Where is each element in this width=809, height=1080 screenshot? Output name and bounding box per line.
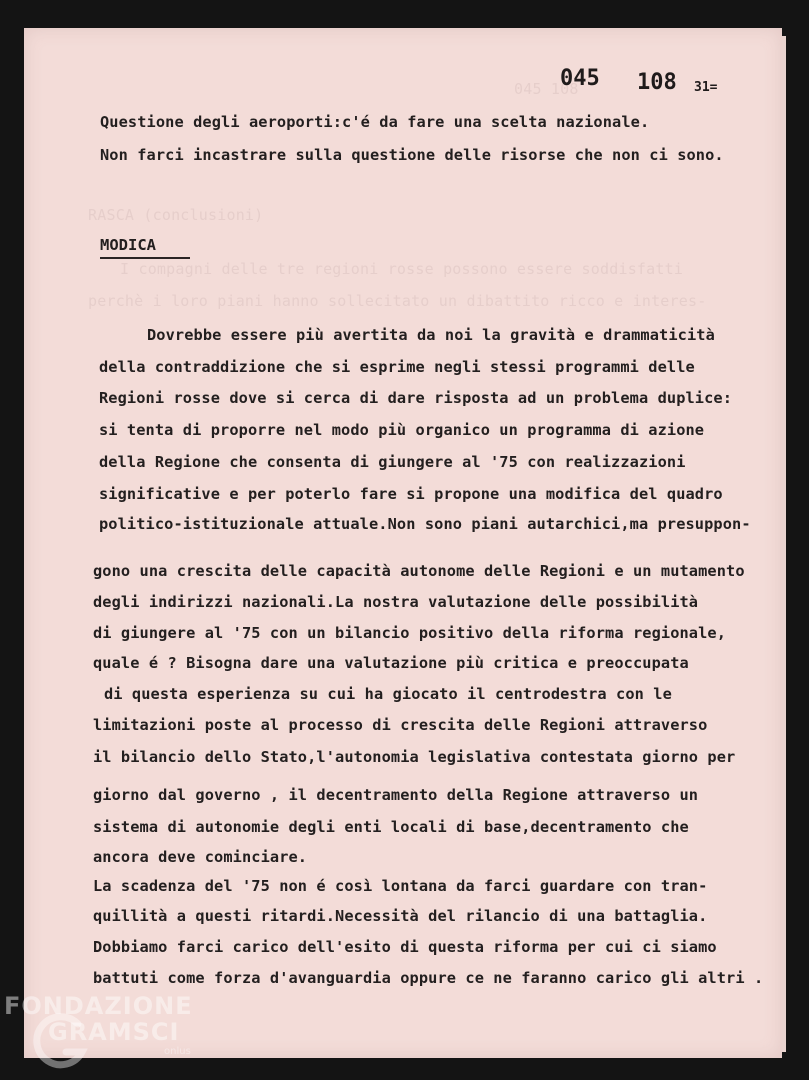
show-through-text: perchè i loro piani hanno sollecitato un dibattito ricco e interes- [88,292,707,310]
intro-line: Questione degli aeroporti:c'é da fare una scelta nazionale. [100,113,650,131]
watermark-line2: GRAMSCI [48,1018,180,1046]
body-line: degli indirizzi nazionali.La nostra valutazione delle possibilità [93,593,699,611]
body-line: quale é ? Bisogna dare una valutazione più critica e preoccupata [93,654,689,672]
body-line: quillità a questi ritardi.Necessità del rilancio di una battaglia. [93,907,708,925]
body-line: Regioni rosse dove si cerca di dare risposta ad un problema duplice: [99,389,733,407]
body-line: politico-istituzionale attuale.Non sono piani autarchici,ma presuppon- [99,515,751,533]
body-line: Dovrebbe essere più avertita da noi la gravità e drammaticità [147,326,715,344]
watermark-line1: FONDAZIONE [4,992,193,1020]
document-page [24,28,782,1058]
fondazione-gramsci-watermark [4,992,204,1074]
body-line: La scadenza del '75 non é così lontana da farci guardare con tran- [93,877,708,895]
body-line: battuti come forza d'avanguardia oppure ce ne faranno carico gli altri . [93,969,764,987]
body-line: ancora deve cominciare. [93,848,308,866]
body-line: sistema di autonomie degli enti locali di base,decentramento che [93,818,689,836]
body-line: di questa esperienza su cui ha giocato il centrodestra con le [104,685,672,703]
body-line: della contraddizione che si esprime negli stessi programmi delle [99,358,695,376]
body-line: gono una crescita delle capacità autonome delle Regioni e un mutamento [93,562,745,580]
show-through-text: 045 108 [514,80,579,98]
page-number-first: 045 [560,66,600,91]
watermark-line3: onlus [164,1046,191,1057]
show-through-text: I compagni delle tre regioni rosse possono essere soddisfatti [120,260,684,278]
page-number-second: 108 [637,70,677,95]
body-line: giorno dal governo , il decentramento della Regione attraverso un [93,786,699,804]
intro-line: Non farci incastrare sulla questione delle risorse che non ci sono. [100,146,724,164]
body-line: significative e per poterlo fare si propone una modifica del quadro [99,485,723,503]
body-line: limitazioni poste al processo di crescita delle Regioni attraverso [93,716,708,734]
show-through-text: RASCA (conclusioni) [88,206,264,224]
body-line: il bilancio dello Stato,l'autonomia legislativa contestata giorno per [93,748,736,766]
body-line: Dobbiamo farci carico dell'esito di questa riforma per cui ci siamo [93,938,717,956]
page-number-third: 31= [694,80,718,95]
body-line: della Regione che consenta di giungere al '75 con realizzazioni [99,453,686,471]
section-heading: MODICA [100,236,190,259]
body-line: di giungere al '75 con un bilancio positivo della riforma regionale, [93,624,727,642]
body-line: si tenta di proporre nel modo più organico un programma di azione [99,421,705,439]
